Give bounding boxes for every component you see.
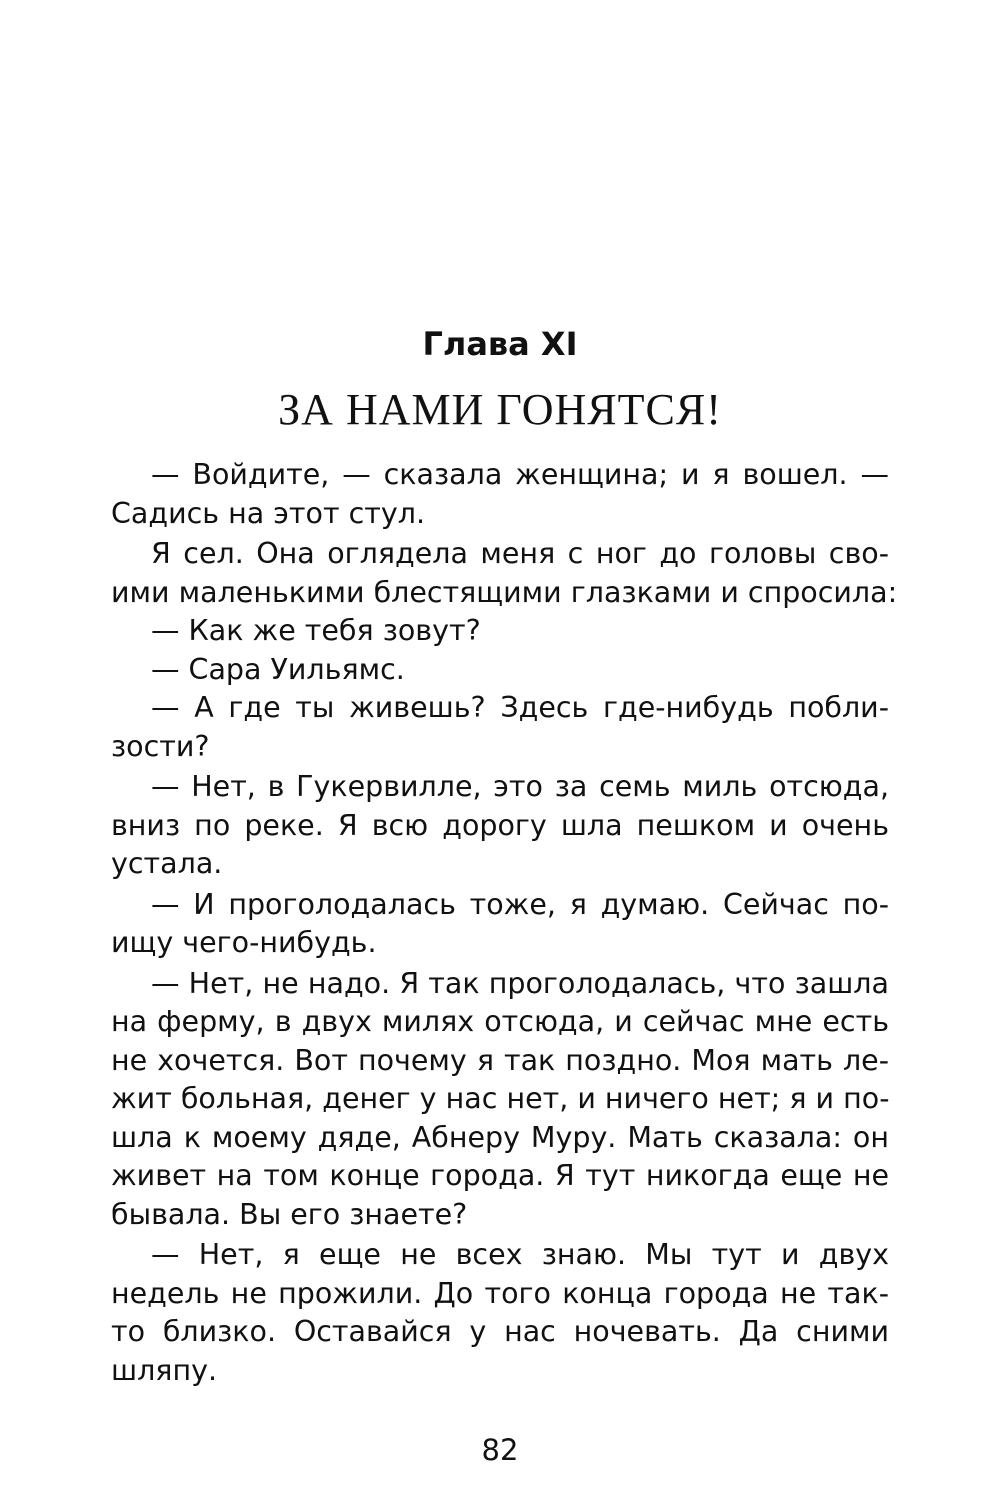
text-line: вниз по реке. Я всю дорогу шла пешком и очень [111,808,889,842]
text-line: — Как же тебя зовут? [151,614,481,647]
text-line: — Сара Уильямс. [151,652,405,686]
text-line: устала. [111,847,223,880]
text-line: Садись на этот стул. [111,496,426,530]
text-line: шла к моему дяде, Абнеру Муру. Мать сказала: он [111,1120,889,1154]
text-line: — И проголодалась тоже, я думаю. Сейчас по- [151,887,889,921]
text-line: живет на том конце города. Я тут никогда еще не [111,1159,889,1192]
chapter-title: ЗА НАМИ ГОНЯТСЯ! [278,385,722,434]
text-line: ими маленькими блестящими глазками и спросила: [111,575,898,609]
text-line: зости? [111,729,210,763]
text-line: — А где ты живешь? Здесь где-нибудь побли- [151,691,889,724]
text-line: — Нет, в Гукервилле, это за семь миль отсюда, [151,770,889,803]
page-number: 82 [481,1433,519,1467]
text-line: на ферму, в двух милях отсюда, и сейчас мне есть [111,1005,889,1038]
text-line: жит больная, денег у нас нет, и ничего нет; я и по- [111,1082,890,1115]
text-line: ищу чего-нибудь. [111,926,377,959]
text-line: — Войдите, — сказала женщина; и я вошел. — [151,458,889,491]
text-line: не хочется. Вот почему я так поздно. Моя мать ле- [111,1043,889,1077]
text-line: недель не прожили. До того конца города не так- [111,1276,889,1310]
text-line: то близко. Оставайся у нас ночевать. Да сними [111,1315,889,1348]
text-line: — Нет, не надо. Я так проголодалась, что зашла [151,966,889,1000]
chapter-label: Глава XI [422,325,578,363]
text-line: шляпу. [111,1353,217,1387]
body-text [111,456,898,1390]
text-line: Я сел. Она оглядела меня с ног до головы сво- [151,537,889,570]
text-line: бывала. Вы его знаете? [111,1197,468,1231]
text-line: — Нет, я еще не всех знаю. Мы тут и двух [151,1238,889,1271]
